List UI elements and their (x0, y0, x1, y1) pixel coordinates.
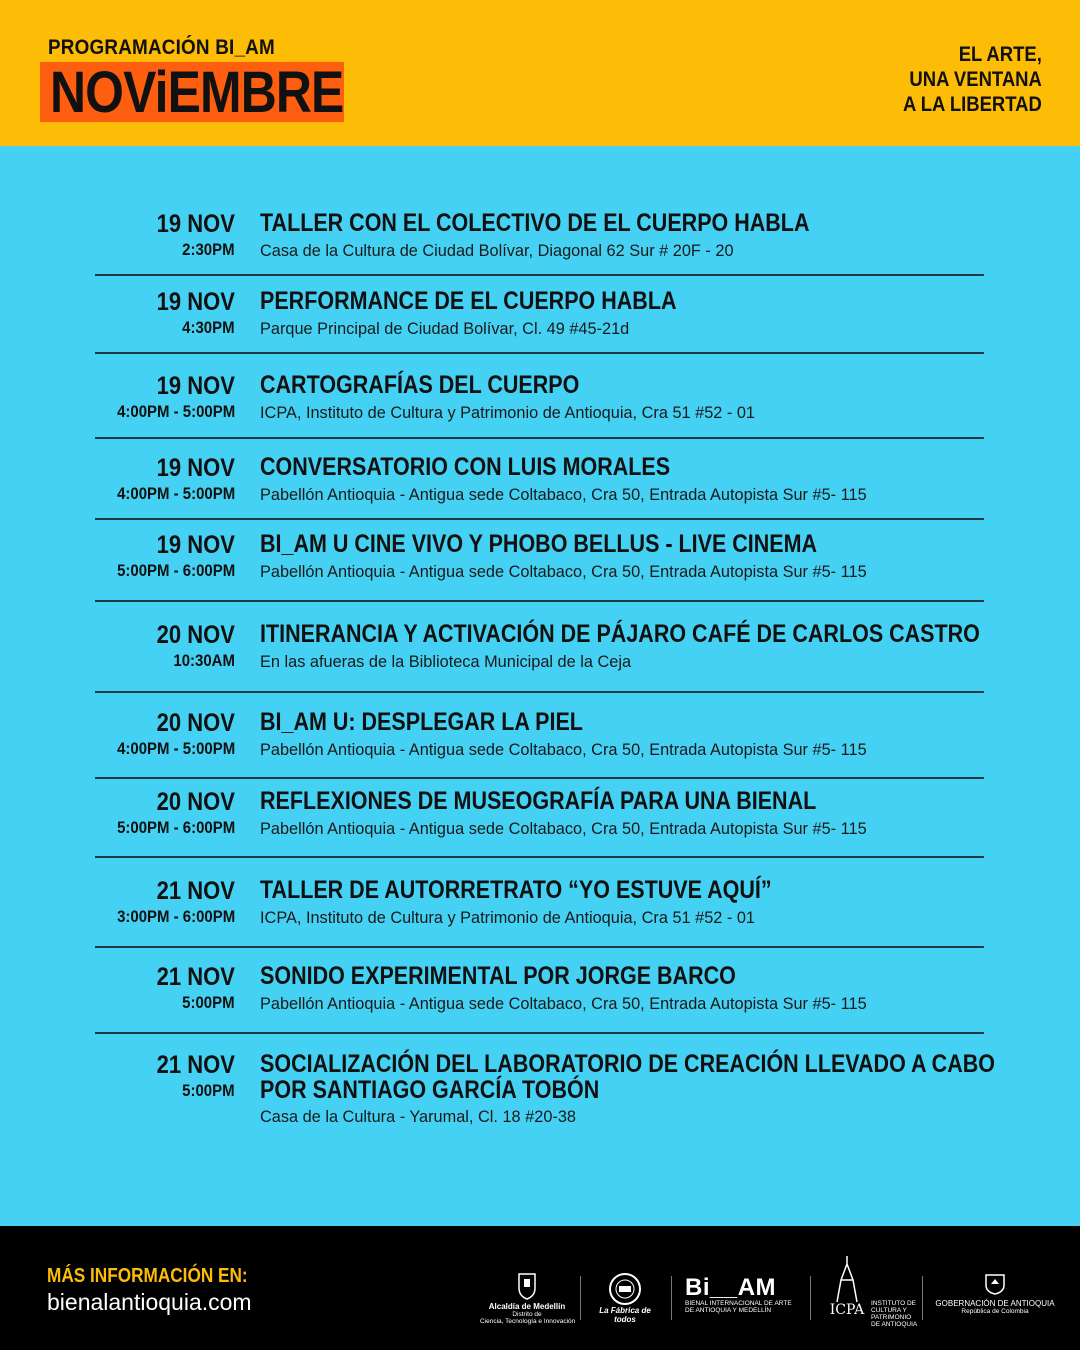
alcaldia-line: Distrito de (512, 1311, 542, 1318)
logo-separator (671, 1276, 672, 1320)
alcaldia-name: Alcaldía de Medellín (488, 1302, 566, 1311)
event-title-line: POR SANTIAGO GARCÍA TOBÓN (260, 1076, 600, 1104)
icpa-tower-icon (827, 1254, 867, 1320)
event-time: 3:00PM - 6:00PM (116, 907, 235, 926)
divider (95, 856, 984, 858)
gobernacion-sub: República de Colombia (961, 1308, 1029, 1315)
tagline-line: A LA LIBERTAD (903, 93, 1042, 116)
header-banner (0, 0, 1080, 146)
event-date: 21 NOV (156, 963, 235, 991)
coat-of-arms-icon (516, 1272, 538, 1300)
event-venue: Pabellón Antioquia - Antigua sede Coltabaco, Cra 50, Entrada Autopista Sur #5- 115 (260, 562, 867, 581)
divider (95, 518, 984, 520)
event-time: 2:30PM (182, 240, 235, 259)
event-title: PERFORMANCE DE EL CUERPO HABLA (260, 287, 677, 315)
gobernacion-logo (935, 1254, 1055, 1338)
biam-line: DE ANTIOQUIA Y MEDELLÍN (685, 1307, 772, 1314)
more-info-label: MÁS INFORMACIÓN EN: (47, 1265, 248, 1287)
event-title: BI_AM U: DESPLEGAR LA PIEL (260, 708, 583, 736)
event-venue: Pabellón Antioquia - Antigua sede Coltabaco, Cra 50, Entrada Autopista Sur #5- 115 (260, 819, 867, 838)
event-list (0, 146, 1080, 1226)
event-time: 4:00PM - 5:00PM (116, 402, 235, 421)
divider (95, 946, 984, 948)
fabrica-seal-icon (608, 1272, 642, 1306)
divider (95, 600, 984, 602)
divider (95, 437, 984, 439)
event-venue: Casa de la Cultura - Yarumal, Cl. 18 #20-38 (260, 1107, 576, 1126)
event-venue: ICPA, Instituto de Cultura y Patrimonio de Antioquia, Cra 51 #52 - 01 (260, 908, 756, 927)
logo-separator (810, 1276, 811, 1320)
alcaldia-logo (480, 1254, 574, 1338)
event-title-line: SOCIALIZACIÓN DEL LABORATORIO DE CREACIÓN LLEVADO A CABO (260, 1050, 995, 1078)
icpa-line: DE ANTIOQUIA (871, 1321, 918, 1328)
event-title: BI_AM U CINE VIVO Y PHOBO BELLUS - LIVE CINEMA (260, 530, 818, 558)
event-title: SONIDO EXPERIMENTAL POR JORGE BARCO (260, 962, 736, 990)
icpa-logo (827, 1254, 918, 1338)
footer (0, 1226, 1080, 1350)
divider (95, 1032, 984, 1034)
logo-separator (580, 1276, 581, 1320)
sponsor-logos (475, 1254, 1075, 1338)
logo-separator (922, 1276, 923, 1320)
tagline-line: UNA VENTANA (909, 68, 1042, 91)
event-venue: Casa de la Cultura de Ciudad Bolívar, Diagonal 62 Sur # 20F - 20 (260, 241, 734, 260)
event-title: CARTOGRAFÍAS DEL CUERPO (260, 371, 580, 399)
event-time: 10:30AM (173, 651, 235, 670)
event-date: 20 NOV (156, 788, 235, 816)
biam-line: BIENAL INTERNACIONAL DE ARTE (685, 1300, 792, 1307)
event-venue: Pabellón Antioquia - Antigua sede Coltabaco, Cra 50, Entrada Autopista Sur #5- 115 (260, 485, 867, 504)
month-title: NOViEMBRE (50, 62, 344, 122)
event-venue: ICPA, Instituto de Cultura y Patrimonio de Antioquia, Cra 51 #52 - 01 (260, 403, 756, 422)
icpa-mark: ICPA (829, 1302, 865, 1318)
event-date: 20 NOV (156, 709, 235, 737)
event-time: 4:00PM - 5:00PM (116, 484, 235, 503)
event-date: 19 NOV (156, 372, 235, 400)
divider (95, 352, 984, 354)
event-date: 21 NOV (156, 877, 235, 905)
biam-logo (685, 1254, 795, 1338)
event-title: TALLER CON EL COLECTIVO DE EL CUERPO HABLA (260, 209, 810, 237)
event-date: 19 NOV (156, 531, 235, 559)
event-title (260, 1050, 995, 1104)
gobernacion-name: GOBERNACIÓN DE ANTIOQUIA (935, 1299, 1055, 1308)
icpa-line: INSTITUTO DE (871, 1300, 917, 1307)
event-date: 21 NOV (156, 1051, 235, 1079)
tagline-line: EL ARTE, (958, 43, 1042, 66)
event-time: 4:30PM (182, 318, 235, 337)
tagline (903, 42, 1042, 117)
event-title: TALLER DE AUTORRETRATO “YO ESTUVE AQUÍ” (260, 876, 772, 904)
event-time: 5:00PM - 6:00PM (116, 818, 235, 837)
month-badge (40, 62, 344, 122)
event-title: CONVERSATORIO CON LUIS MORALES (260, 453, 671, 481)
biam-wordmark: Bi__AM (685, 1274, 777, 1301)
divider (95, 274, 984, 276)
divider (95, 691, 984, 693)
event-venue: Pabellón Antioquia - Antigua sede Coltabaco, Cra 50, Entrada Autopista Sur #5- 115 (260, 994, 867, 1013)
event-venue: En las afueras de la Biblioteca Municipal de la Ceja (260, 652, 632, 671)
website-link[interactable]: bienalantioquia.com (47, 1289, 252, 1315)
event-time: 5:00PM - 6:00PM (116, 561, 235, 580)
alcaldia-line: Ciencia, Tecnología e Innovación (480, 1318, 576, 1325)
event-time: 5:00PM (182, 993, 235, 1012)
event-time: 5:00PM (182, 1081, 235, 1100)
event-venue: Parque Principal de Ciudad Bolívar, Cl. 49 #45-21d (260, 319, 630, 338)
event-title: ITINERANCIA Y ACTIVACIÓN DE PÁJARO CAFÉ DE CARLOS CASTRO (260, 620, 980, 648)
icpa-line: PATRIMONIO (871, 1314, 912, 1321)
event-date: 19 NOV (156, 288, 235, 316)
program-kicker: PROGRAMACIÓN BI_AM (48, 36, 275, 59)
event-title: REFLEXIONES DE MUSEOGRAFÍA PARA UNA BIENAL (260, 787, 817, 815)
event-time: 4:00PM - 5:00PM (116, 739, 235, 758)
fabrica-logo (590, 1254, 660, 1338)
gobernacion-crest-icon (983, 1272, 1007, 1296)
icpa-line: CULTURA Y (871, 1307, 907, 1314)
event-venue: Pabellón Antioquia - Antigua sede Coltabaco, Cra 50, Entrada Autopista Sur #5- 115 (260, 740, 867, 759)
divider (95, 777, 984, 779)
event-date: 20 NOV (156, 621, 235, 649)
fabrica-name: La Fábrica de todos (599, 1306, 651, 1324)
event-date: 19 NOV (156, 210, 235, 238)
event-date: 19 NOV (156, 454, 235, 482)
